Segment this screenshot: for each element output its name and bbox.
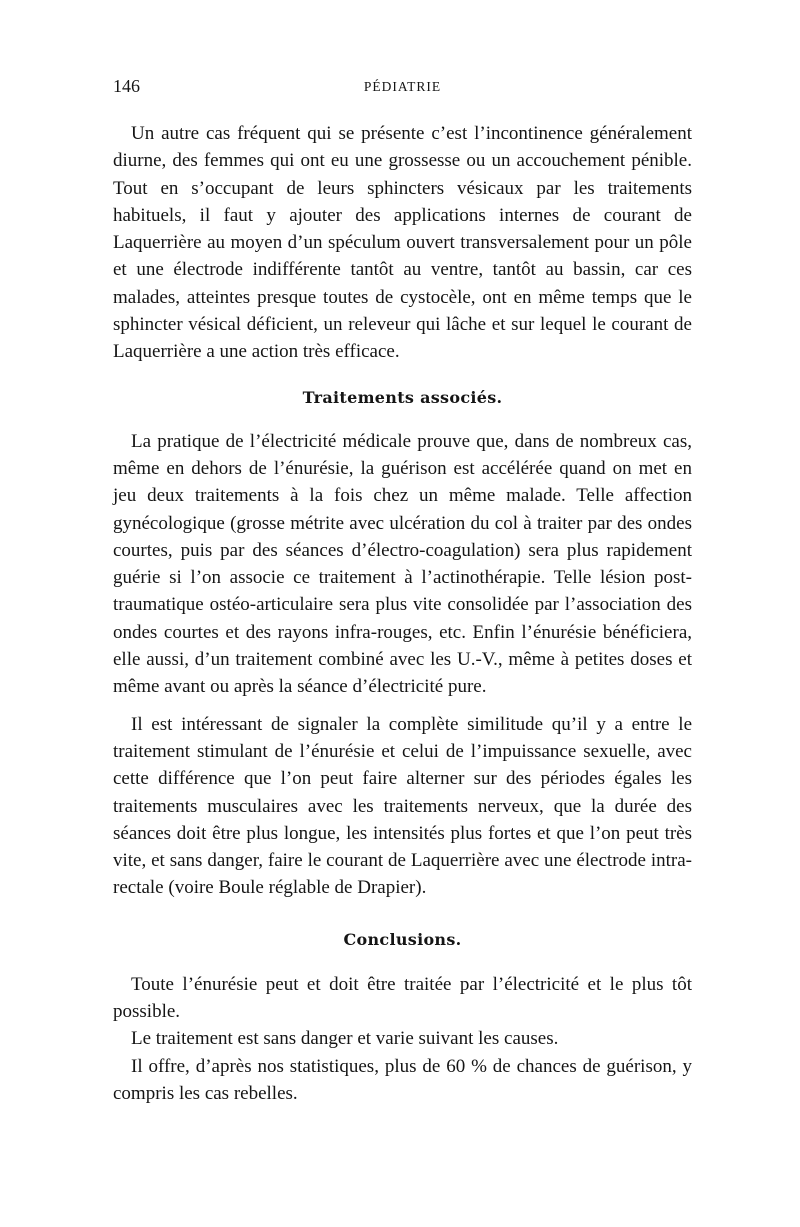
section-heading-traitements: Traitements associés. <box>302 387 503 407</box>
paragraph-intro: Un autre cas fréquent qui se présente c’est l’incontinence généralement diurne, des femmes qui ont eu une grossesse ou un accouchement pénible. Tout en s’occupant de leurs sphincters vésicaux par les traitements habituels, il faut y ajouter des applications internes de courant de Laquerrière au moyen d’un spéculum ouvert transversalement pour un pôle et une électrode indifférente tantôt au ventre, tantôt au bassin, car ces malades, atteintes presque toutes de cystocèle, ont en même temps que le sphincter vésical déficient, un releveur qui lâche et sur lequel le courant de Laquerrière a une action très efficace. <box>113 123 692 363</box>
section-heading-conclusions: Conclusions. <box>343 929 462 949</box>
page-number: 146 <box>113 76 140 96</box>
conclusion-item: Toute l’énurésie peut et doit être traitée par l’électricité et le plus tôt possible. <box>113 973 692 1023</box>
paragraph-spacer <box>113 701 692 711</box>
paragraph-traitements-2: Il est intéressant de signaler la complète similitude qu’il y a entre le traitement stimulant de l’énurésie et celui de l’impuissance sexuelle, avec cette différence que l’on peut faire alterner sur des périodes égales les traitements musculaires avec les traitements nerveux, que la durée des séances doit être plus longue, les intensités plus fortes et que l’on peut très vite, et sans danger, faire le courant de Laquerrière avec une électrode intra-rectale (voire Boule réglable de Drapier). <box>113 713 692 899</box>
conclusion-item: Le traitement est sans danger et varie suivant les causes. <box>131 1028 559 1050</box>
running-head-title: PÉDIATRIE <box>363 79 442 94</box>
conclusion-item: Il offre, d’après nos statistiques, plus de 60 % de chances de guérison, y compris les cas rebelles. <box>113 1055 692 1104</box>
book-page <box>113 76 692 1107</box>
paragraph-traitements-1: La pratique de l’électricité médicale prouve que, dans de nombreux cas, même en dehors de l’énurésie, la guérison est accélérée quand on met en jeu deux traitements à la fois chez un même malade. Telle affection gynécologique (grosse métrite avec ulcération du col à traiter par des ondes courtes, puis par des séances d’électro-coagulation) sera plus rapidement guérie si l’on associe ce traitement à l’actinothérapie. Telle lésion post-traumatique ostéo-articulaire sera plus vite consolidée par l’association des ondes courtes et des rayons infra-rouges, etc. Enfin l’énurésie bénéficiera, elle aussi, d’un traitement combiné avec les U.-V., même à petites doses et même avant ou après la séance d’électricité pure. <box>113 430 692 698</box>
running-head <box>113 76 692 100</box>
